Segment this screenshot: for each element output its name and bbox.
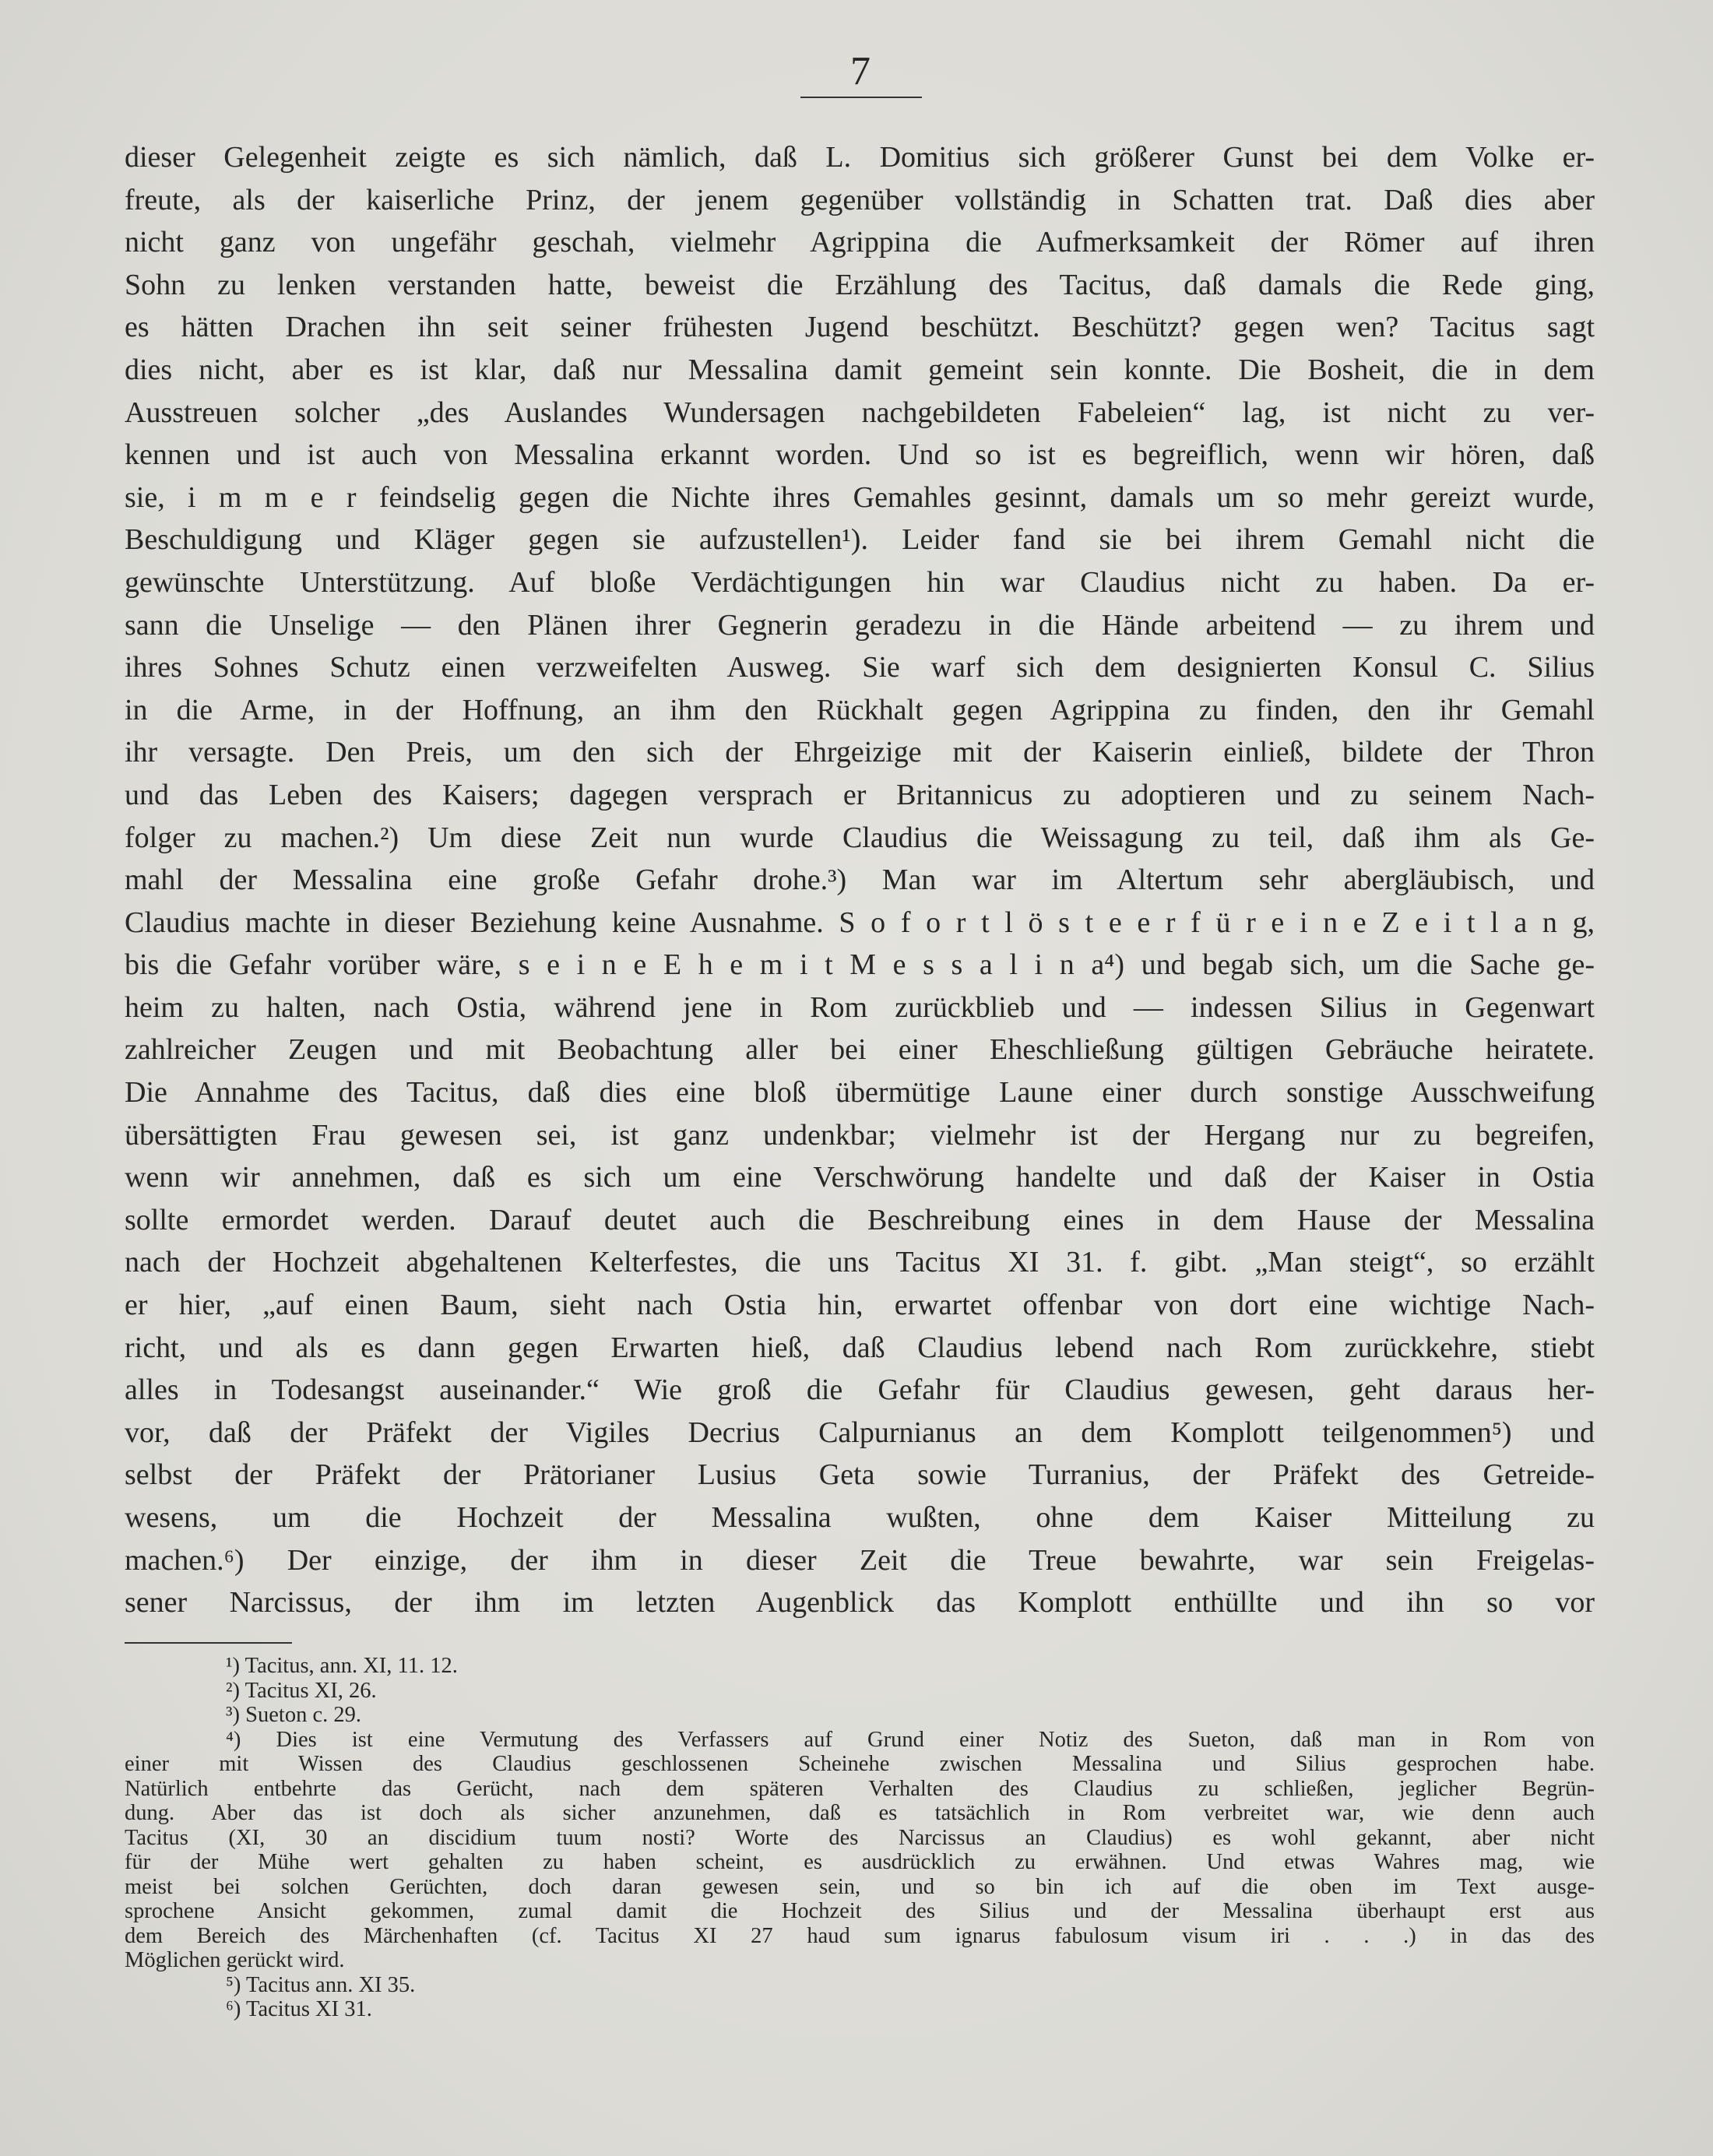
- text-line: zahlreicher Zeugen und mit Beobachtung aller bei einer Eheschließung gültigen Gebräuche heiratete.: [125, 1033, 1595, 1067]
- page-number-underline: [800, 97, 922, 98]
- text-line: dieser Gelegenheit zeigte es sich nämlich, daß L. Domitius sich größerer Gunst bei dem Volke er-: [125, 141, 1595, 174]
- text-line: alles in Todesangst auseinander.“ Wie groß die Gefahr für Claudius gewesen, geht daraus her-: [125, 1373, 1595, 1407]
- text-line: er hier, „auf einen Baum, sieht nach Ostia hin, erwartet offenbar von dort eine wichtige Nach-: [125, 1289, 1595, 1322]
- text-line: ihres Sohnes Schutz einen verzweifelten Ausweg. Sie warf sich dem designierten Konsul C. Silius: [125, 651, 1595, 684]
- text-line: übersättigten Frau gewesen sei, ist ganz undenkbar; vielmehr ist der Hergang nur zu begreifen,: [125, 1118, 1595, 1152]
- text-line: es hätten Drachen ihn seit seiner frühesten Jugend beschützt. Beschützt? gegen wen? Tacitus sagt: [125, 311, 1595, 344]
- text-line: ihr versagte. Den Preis, um den sich der Ehrgeizige mit der Kaiserin einließ, bildete der Thron: [125, 736, 1595, 769]
- text-line: bis die Gefahr vorüber wäre, s e i n e E h e m i t M e s s a l i n a⁴) und begab sich, um die Sache ge-: [125, 948, 1595, 982]
- footnote-4-line: Natürlich entbehrte das Gerücht, nach dem späteren Verhalten des Claudius zu schließen, jeglicher Begrün-: [125, 1776, 1595, 1801]
- text-line: Claudius machte in dieser Beziehung keine Ausnahme. S o f o r t l ö s t e e r f ü r e i n e Z e i t l a n g,: [125, 906, 1595, 939]
- footnote-4-line: Möglichen gerückt wird.: [125, 1948, 345, 1972]
- text-line: Beschuldigung und Kläger gegen sie aufzustellen¹). Leider fand sie bei ihrem Gemahl nicht die: [125, 523, 1595, 557]
- text-line: kennen und ist auch von Messalina erkannt worden. Und so ist es begreiflich, wenn wir hören, daß: [125, 438, 1595, 472]
- footnote-1: ¹) Tacitus, ann. XI, 11. 12.: [226, 1654, 458, 1678]
- footnote-4-line: ⁴) Dies ist eine Vermutung des Verfassers auf Grund einer Notiz des Sueton, daß man in Rom von: [226, 1727, 1595, 1752]
- text-line: wesens, um die Hochzeit der Messalina wußten, ohne dem Kaiser Mitteilung zu: [125, 1501, 1595, 1534]
- text-line: Ausstreuen solcher „des Auslandes Wundersagen nachgebildeten Fabeleien“ lag, ist nicht zu ver-: [125, 396, 1595, 429]
- text-line: nicht ganz von ungefähr geschah, vielmehr Agrippina die Aufmerksamkeit der Römer auf ihren: [125, 226, 1595, 259]
- text-line: folger zu machen.²) Um diese Zeit nun wurde Claudius die Weissagung zu teil, daß ihm als Ge-: [125, 821, 1595, 854]
- text-line: vor, daß der Präfekt der Vigiles Decrius Calpurnianus an dem Komplott teilgenommen⁵) und: [125, 1416, 1595, 1449]
- text-line: in die Arme, in der Hoffnung, an ihm den Rückhalt gegen Agrippina zu finden, den ihr Gemahl: [125, 693, 1595, 726]
- text-line: sie, i m m e r feindselig gegen die Nichte ihres Gemahles gesinnt, damals um so mehr gereizt wurde,: [125, 480, 1595, 514]
- text-line: mahl der Messalina eine große Gefahr drohe.³) Man war im Altertum sehr abergläubisch, und: [125, 863, 1595, 897]
- text-line: Sohn zu lenken verstanden hatte, beweist die Erzählung des Tacitus, daß damals die Rede ging,: [125, 268, 1595, 301]
- text-line: sann die Unselige — den Plänen ihrer Gegnerin geradezu in die Hände arbeitend — zu ihrem und: [125, 608, 1595, 642]
- text-line: heim zu halten, nach Ostia, während jene in Rom zurückblieb und — indessen Silius in Gegenwart: [125, 990, 1595, 1024]
- text-line: nach der Hochzeit abgehaltenen Kelterfestes, die uns Tacitus XI 31. f. gibt. „Man steigt“, so erzählt: [125, 1246, 1595, 1279]
- footnote-4-line: dung. Aber das ist doch als sicher anzunehmen, daß es tatsächlich in Rom verbreitet war, wie denn auch: [125, 1801, 1595, 1825]
- footnote-4-line: sprochene Ansicht gekommen, zumal damit die Hochzeit des Silius und der Messalina überhaupt erst aus: [125, 1899, 1595, 1923]
- footnote-4-line: meist bei solchen Gerüchten, doch daran gewesen sein, und so bin ich auf die oben im Text ausge-: [125, 1874, 1595, 1899]
- footnote-6: ⁶) Tacitus XI 31.: [226, 1997, 372, 2021]
- footnote-4-line: Tacitus (XI, 30 an discidium tuum nosti? Worte des Narcissus an Claudius) es wohl gekannt, aber nicht: [125, 1825, 1595, 1850]
- footnote-4-line: einer mit Wissen des Claudius geschlossenen Scheinehe zwischen Messalina und Silius gesprochen habe.: [125, 1752, 1595, 1776]
- footnote-5: ⁵) Tacitus ann. XI 35.: [226, 1972, 416, 1997]
- text-line: wenn wir annehmen, daß es sich um eine Verschwörung handelte und daß der Kaiser in Ostia: [125, 1161, 1595, 1194]
- footnotes: [125, 1654, 1595, 2022]
- text-line: dies nicht, aber es ist klar, daß nur Messalina damit gemeint sein konnte. Die Bosheit, die in dem: [125, 353, 1595, 386]
- footnote-3: ³) Sueton c. 29.: [226, 1703, 361, 1727]
- main-text: [125, 136, 1595, 1624]
- text-line: gewünschte Unterstützung. Auf bloße Verdächtigungen hin war Claudius nicht zu haben. Da er-: [125, 565, 1595, 599]
- footnote-4-line: dem Bereich des Märchenhaften (cf. Tacitus XI 27 haud sum ignarus fabulosum visum iri . . .) in das des: [125, 1923, 1595, 1948]
- text-line: sollte ermordet werden. Darauf deutet auch die Beschreibung eines in dem Hause der Messalina: [125, 1203, 1595, 1236]
- text-line: sener Narcissus, der ihm im letzten Augenblick das Komplott enthüllte und ihn so vor: [125, 1586, 1595, 1620]
- text-line: richt, und als es dann gegen Erwarten hieß, daß Claudius lebend nach Rom zurückkehre, stiebt: [125, 1331, 1595, 1364]
- text-line: Die Annahme des Tacitus, daß dies eine bloß übermütige Laune einer durch sonstige Ausschweifung: [125, 1076, 1595, 1110]
- footnote-2: ²) Tacitus XI, 26.: [226, 1678, 377, 1703]
- page-number: 7: [850, 49, 871, 93]
- footnote-separator: [125, 1642, 292, 1644]
- footnote-4-line: für der Mühe wert gehalten zu haben scheint, es ausdrücklich zu erwähnen. Und etwas Wahres mag, wie: [125, 1850, 1595, 1874]
- text-line: freute, als der kaiserliche Prinz, der jenem gegenüber vollständig in Schatten trat. Daß dies aber: [125, 183, 1595, 216]
- text-line: und das Leben des Kaisers; dagegen versprach er Britannicus zu adoptieren und zu seinem Nach-: [125, 778, 1595, 811]
- text-line: machen.⁶) Der einzige, der ihm in dieser Zeit die Treue bewahrte, war sein Freigelas-: [125, 1543, 1595, 1577]
- text-line: selbst der Präfekt der Prätorianer Lusius Geta sowie Turranius, der Präfekt des Getreide-: [125, 1458, 1595, 1492]
